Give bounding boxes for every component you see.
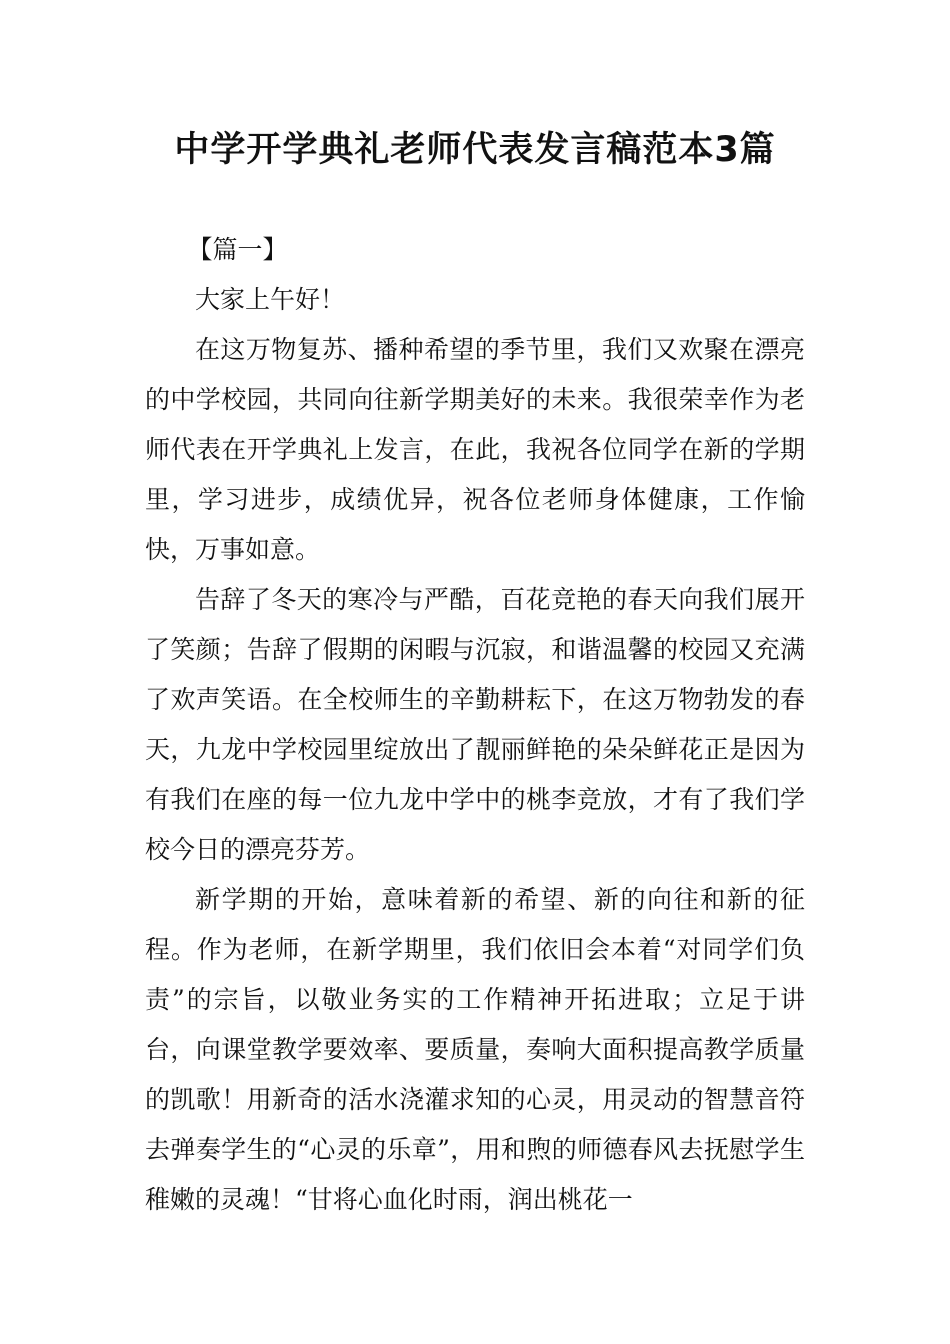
- paragraph: 在这万物复苏、播种希望的季节里，我们又欢聚在漂亮的中学校园，共同向往新学期美好的未来。我很荣幸作为老师代表在开学典礼上发言，在此，我祝各位同学在新的学期里，学习进步，成绩优异，祝各位老师身体健康，工作愉快，万事如意。: [145, 335, 805, 564]
- document-body: [145, 225, 805, 1225]
- document-title: 中学开学典礼老师代表发言稿范本3篇: [174, 130, 776, 170]
- paragraph: 新学期的开始，意味着新的希望、新的向往和新的征程。作为老师，在新学期里，我们依旧会本着“对同学们负责”的宗旨，以敬业务实的工作精神开拓进取；立足于讲台，向课堂教学要效率、要质量，奏响大面积提高教学质量的凯歌！用新奇的活水浇灌求知的心灵，用灵动的智慧音符去弹奏学生的“心灵的乐章”，用和煦的师德春风去抚慰学生稚嫩的灵魂！“甘将心血化时雨，润出桃花一: [145, 885, 805, 1214]
- greeting-paragraph: 大家上午好！: [195, 285, 346, 314]
- paragraph: 告辞了冬天的寒冷与严酷，百花竞艳的春天向我们展开了笑颜；告辞了假期的闲暇与沉寂，和谐温馨的校园又充满了欢声笑语。在全校师生的辛勤耕耘下，在这万物勃发的春天，九龙中学校园里绽放出了靓丽鲜艳的朵朵鲜花正是因为有我们在座的每一位九龙中学中的桃李竞放，才有了我们学校今日的漂亮芬芳。: [145, 585, 805, 864]
- section-label: 【篇一】: [187, 235, 288, 264]
